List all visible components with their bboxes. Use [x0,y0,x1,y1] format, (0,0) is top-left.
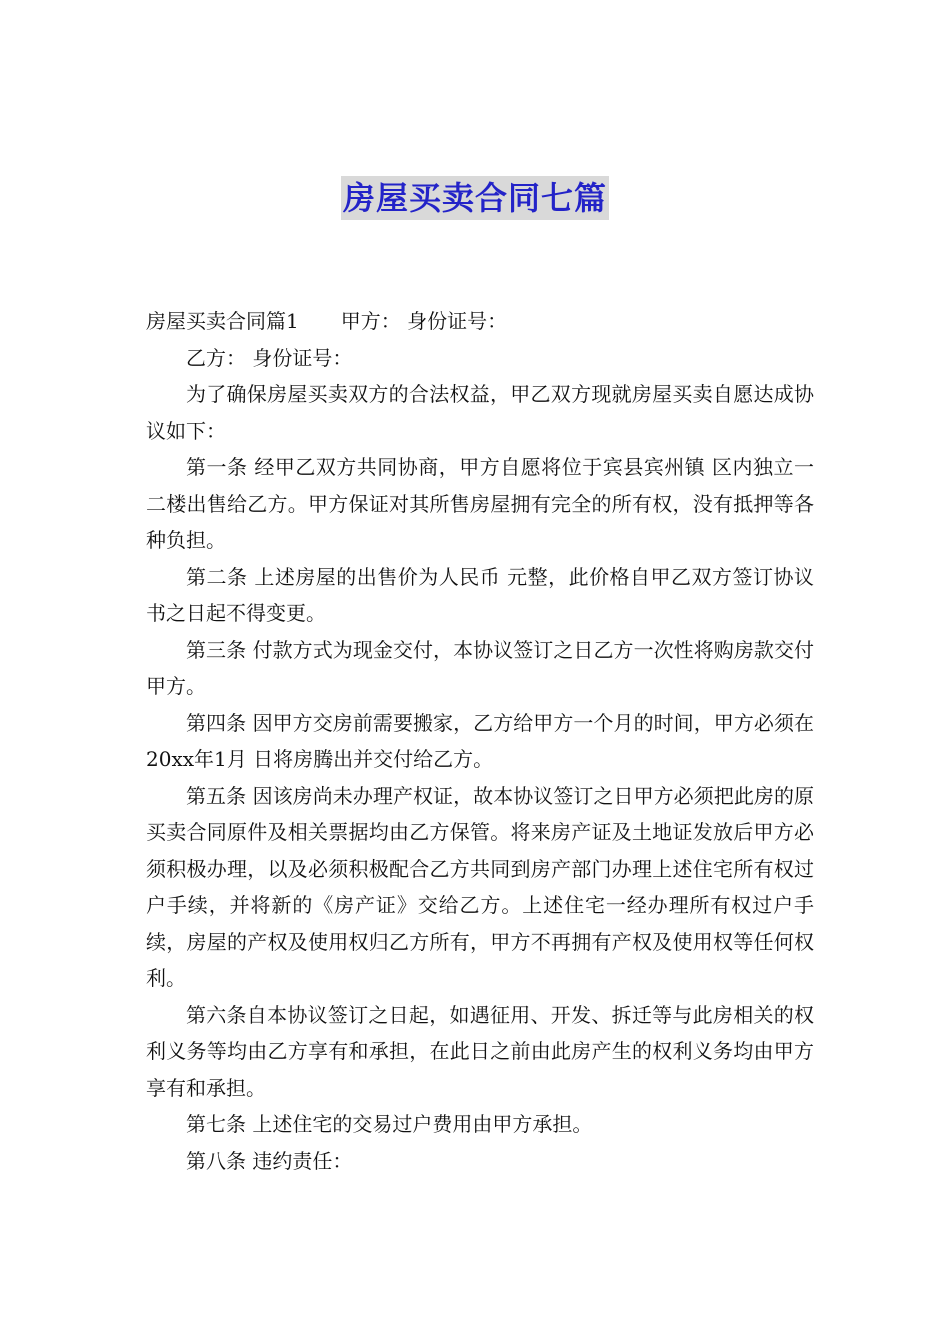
paragraph-article-4: 第四条 因甲方交房前需要搬家，乙方给甲方一个月的时间，甲方必须在20xx年1月 日将房腾出并交付给乙方。 [146,710,814,771]
paragraph-article-3: 第三条 付款方式为现金交付，本协议签订之日乙方一次性将购房款交付甲方。 [146,637,814,698]
paragraph-article-8: 第八条 违约责任： [186,1148,353,1173]
document-title: 房屋买卖合同七篇 [341,176,609,220]
paragraph-article-6: 第六条自本协议签订之日起，如遇征用、开发、拆迁等与此房相关的权利义务等均由乙方享有和承担，在此日之前由此房产生的权利义务均由甲方享有和承担。 [146,1002,814,1100]
section-label: 房屋买卖合同篇1 [146,309,299,333]
title-container [0,176,950,220]
paragraph-article-5: 第五条 因该房尚未办理产权证，故本协议签订之日甲方必须把此房的原买卖合同原件及相关票据均由乙方保管。将来房产证及土地证发放后甲方必须积极办理，以及必须积极配合乙方共同到房产部门办理上述住宅所有权过户手续，并将新的《房产证》交给乙方。上述住宅一经办理所有权过户手续，房屋的产权及使用权归乙方所有，甲方不再拥有产权及使用权等任何权利。 [146,783,814,990]
paragraph-intro: 为了确保房屋买卖双方的合法权益，甲乙双方现就房屋买卖自愿达成协议如下： [146,382,814,443]
paragraph-article-1: 第一条 经甲乙双方共同协商，甲方自愿将位于宾县宾州镇 区内独立一二楼出售给乙方。甲方保证对其所售房屋拥有完全的所有权，没有抵押等各种负担。 [146,455,814,552]
paragraph-article-2: 第二条 上述房屋的出售价为人民币 元整，此价格自甲乙双方签订协议书之日起不得变更。 [146,564,814,625]
paragraph-party-b: 乙方： 身份证号： [186,345,353,370]
paragraph-article-7: 第七条 上述住宅的交易过户费用由甲方承担。 [186,1112,593,1136]
party-a-line: 甲方： 身份证号： [340,309,508,333]
document-body [146,303,814,1179]
heading-line [146,303,814,340]
